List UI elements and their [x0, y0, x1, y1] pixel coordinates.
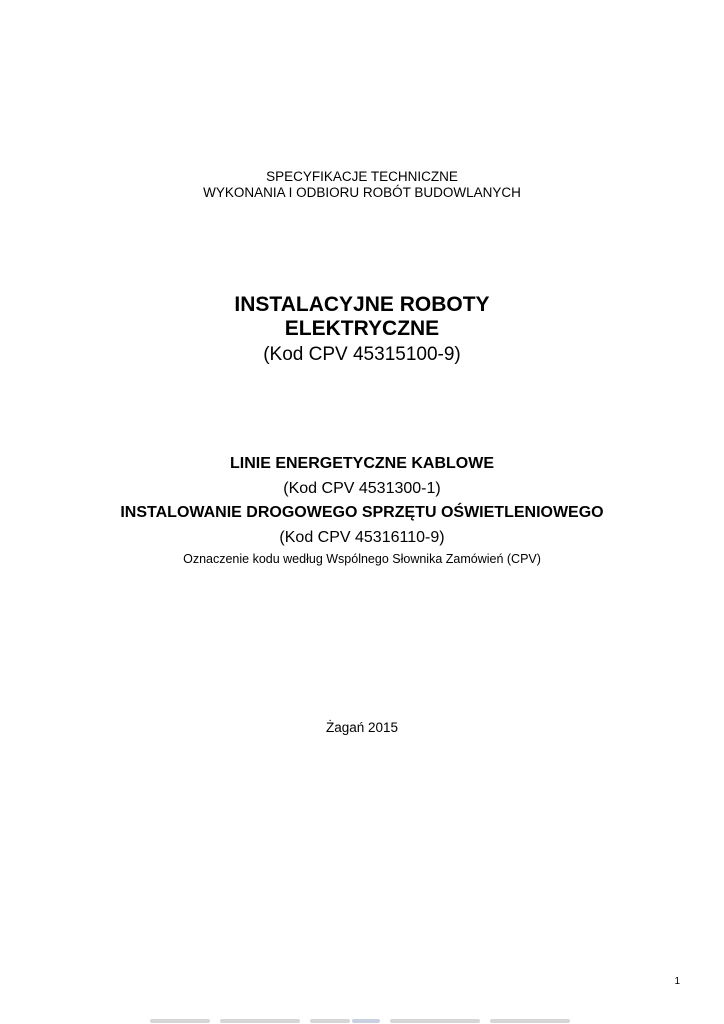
section-1-code: (Kod CPV 4531300-1) [283, 480, 441, 497]
cpv-note: Oznaczenie kodu według Wspólnego Słownika Zamówień (CPV) [183, 552, 541, 566]
document-header-line-2: WYKONANIA I ODBIORU ROBÓT BUDOWLANYCH [203, 185, 521, 200]
document-title-code: (Kod CPV 45315100-9) [263, 344, 461, 365]
document-title-line-1: INSTALACYJNE ROBOTY [234, 293, 490, 316]
section-1-title: LINIE ENERGETYCZNE KABLOWE [229, 455, 494, 472]
next-page-bleed-through [0, 1017, 724, 1024]
place-and-date: Żagań 2015 [325, 720, 399, 735]
document-header-line-1: SPECYFIKACJE TECHNICZNE [266, 169, 458, 184]
document-title-line-2: ELEKTRYCZNE [284, 317, 440, 340]
section-2-code: (Kod CPV 45316110-9) [279, 529, 445, 546]
section-2-title: INSTALOWANIE DROGOWEGO SPRZĘTU OŚWIETLENIOWEGO [120, 504, 604, 521]
page-number: 1 [674, 976, 680, 987]
